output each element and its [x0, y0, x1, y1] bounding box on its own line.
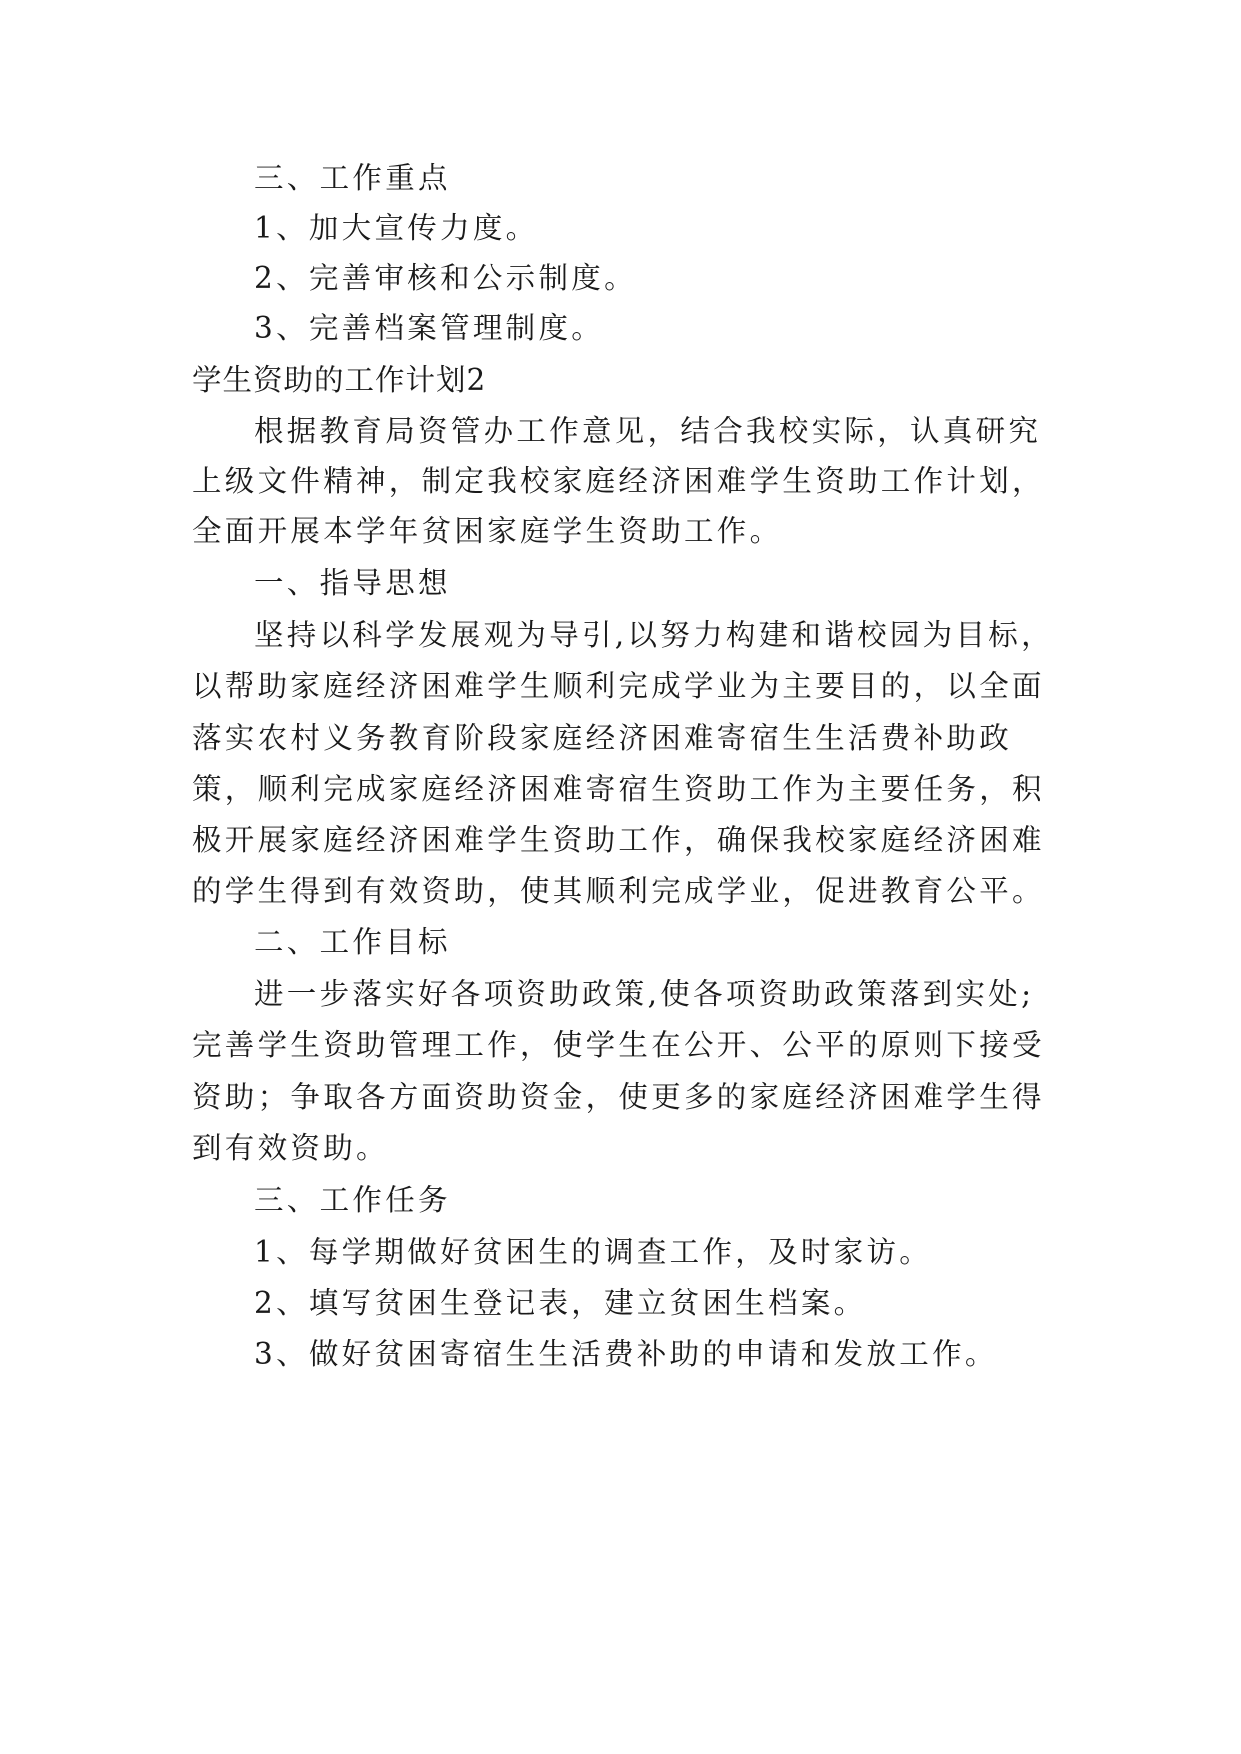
paragraph-line: 进一步落实好各项资助政策,使各项资助政策落到实处; [254, 977, 1035, 1011]
section-heading-work-goals: 二、工作目标 [254, 925, 451, 959]
list-item: 3、完善档案管理制度。 [254, 311, 605, 345]
paragraph-line: 完善学生资助管理工作，使学生在公开、公平的原则下接受 [192, 1028, 1045, 1062]
paragraph-line: 全面开展本学年贫困家庭学生资助工作。 [192, 514, 783, 548]
paragraph-line: 根据教育局资管办工作意见，结合我校实际，认真研究 [254, 414, 1042, 448]
section-heading-guiding-ideology: 一、指导思想 [254, 566, 451, 600]
paragraph-line: 的学生得到有效资助，使其顺利完成学业，促进教育公平。 [192, 874, 1045, 908]
paragraph-line: 坚持以科学发展观为导引,以努力构建和谐校园为目标， [254, 618, 1054, 652]
list-item: 2、完善审核和公示制度。 [254, 261, 637, 295]
paragraph-line: 上级文件精神，制定我校家庭经济困难学生资助工作计划， [192, 464, 1045, 498]
paragraph-line: 极开展家庭经济困难学生资助工作，确保我校家庭经济困难 [192, 823, 1045, 857]
list-item: 3、做好贫困寄宿生生活费补助的申请和发放工作。 [254, 1337, 998, 1371]
section-heading-work-tasks: 三、工作任务 [254, 1183, 451, 1217]
document-title: 学生资助的工作计划2 [192, 363, 487, 397]
paragraph-line: 资助；争取各方面资助资金，使更多的家庭经济困难学生得 [192, 1080, 1045, 1114]
section-heading-work-focus: 三、工作重点 [254, 161, 451, 195]
paragraph-line: 策，顺利完成家庭经济困难寄宿生资助工作为主要任务，积 [192, 772, 1045, 806]
paragraph-line: 以帮助家庭经济困难学生顺利完成学业为主要目的，以全面 [192, 669, 1045, 703]
paragraph-line: 到有效资助。 [192, 1131, 389, 1165]
paragraph-line: 落实农村义务教育阶段家庭经济困难寄宿生生活费补助政 [192, 721, 1013, 755]
list-item: 2、填写贫困生登记表，建立贫困生档案。 [254, 1286, 867, 1320]
list-item: 1、加大宣传力度。 [254, 211, 539, 245]
list-item: 1、每学期做好贫困生的调查工作，及时家访。 [254, 1235, 933, 1269]
